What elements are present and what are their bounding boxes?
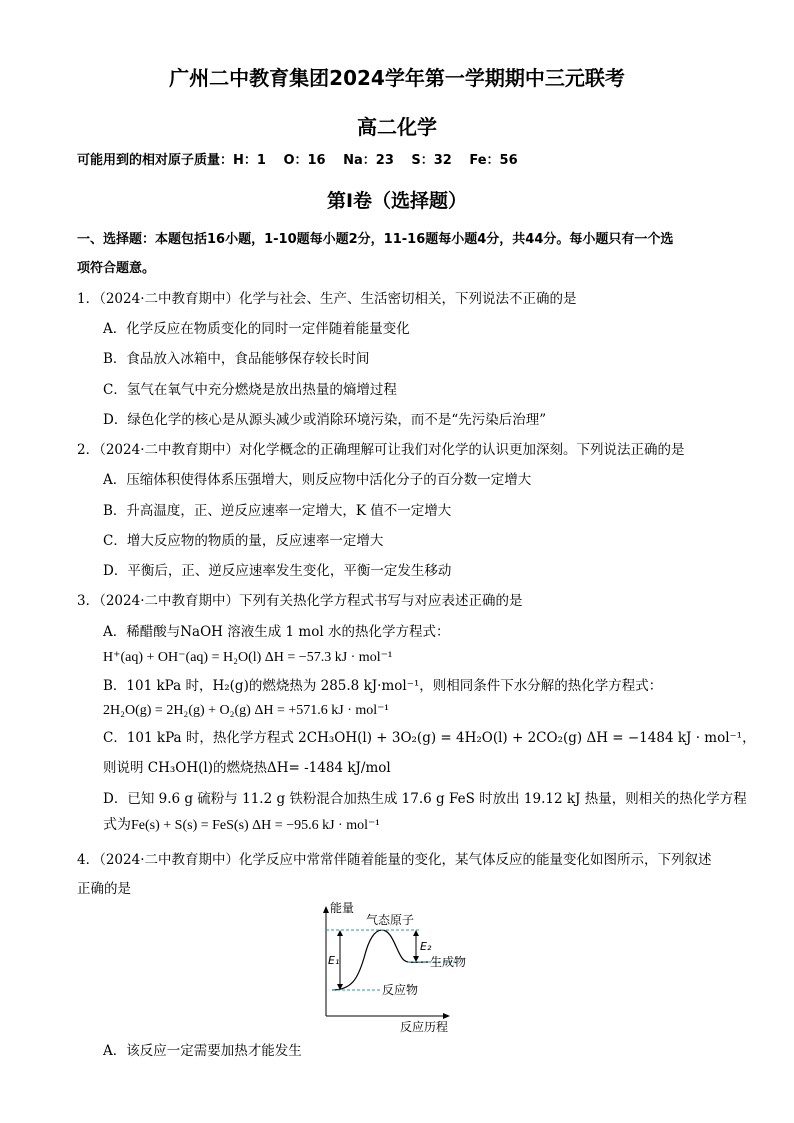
question-1-option-c: C．氢气在氧气中充分燃烧是放出热量的熵增过程 <box>103 382 397 398</box>
question-4-option-a: A．该反应一定需要加热才能发生 <box>103 1043 302 1059</box>
energy-diagram <box>296 898 506 1036</box>
question-1-option-b: B．食品放入冰箱中，食品能够保存较长时间 <box>103 351 370 367</box>
question-3-option-b-equation: 2H₂O(g) = 2H₂(g) + O₂(g) ΔH = +571.6 kJ · mol⁻¹ <box>103 703 389 718</box>
y-axis-arrow <box>323 906 329 913</box>
instructions-line-1: 一、选择题：本题包括16小题，1-10题每小题2分，11-16题每小题4分，共44分。每小题只有一个选 <box>77 232 674 247</box>
energy-curve <box>332 930 428 990</box>
reactant-label: 反应物 <box>382 983 419 997</box>
question-3-option-d-text: D．已知 9.6 g 硫粉与 11.2 g 铁粉混合加热生成 17.6 g FeS 时放出 19.12 kJ 热量，则相关的热化学方程 <box>103 791 747 807</box>
e2-arrow-head-bottom <box>413 956 419 962</box>
question-2-option-c: C．增大反应物的物质的量，反应速率一定增大 <box>103 533 384 549</box>
question-3-option-b-text: B．101 kPa 时，H₂(g)的燃烧热为 285.8 kJ·mol⁻¹，则相同条件下水分解的热化学方程式： <box>103 678 663 694</box>
section-title: 第I卷（选择题） <box>326 190 468 212</box>
question-3-option-c-text: C．101 kPa 时，热化学方程式 2CH₃OH(l) + 3O₂(g) = 4H₂O(l) + 2CO₂(g) ΔH = −1484 kJ · mol⁻¹， <box>103 730 756 746</box>
question-3-stem: 3．（2024·二中教育期中）下列有关热化学方程式书写与对应表述正确的是 <box>77 593 523 609</box>
question-2-stem: 2．（2024·二中教育期中）对化学概念的正确理解可让我们对化学的认识更加深刻。下列说法正确的是 <box>77 442 685 458</box>
question-3-option-d-equation: 式为Fe(s) + S(s) = FeS(s) ΔH = −95.6 kJ · mol⁻¹ <box>103 818 380 833</box>
e1-label: E₁ <box>328 954 340 967</box>
question-4-stem-line-2: 正确的是 <box>77 881 131 897</box>
e1-arrow-head-top <box>337 930 343 936</box>
question-1-option-d: D．绿色化学的核心是从源头减少或消除环境污染，而不是“先污染后治理” <box>103 412 547 428</box>
e2-label: E₂ <box>420 940 432 953</box>
question-1-option-a: A．化学反应在物质变化的同时一定伴随着能量变化 <box>103 321 410 337</box>
product-label: 生成物 <box>430 955 467 969</box>
question-4-stem-line-1: 4．（2024·二中教育期中）化学反应中常常伴随着能量的变化，某气体反应的能量变化如图所示，下列叙述 <box>77 852 712 868</box>
question-2-option-a: A．压缩体积使得体系压强增大，则反应物中活化分子的百分数一定增大 <box>103 472 532 488</box>
exam-title: 广州二中教育集团2024学年第一学期期中三元联考 <box>169 66 625 90</box>
energy-diagram-svg <box>296 898 506 1036</box>
atomic-masses: 可能用到的相对原子质量：H：1 O：16 Na：23 S：32 Fe：56 <box>77 153 518 168</box>
question-3-option-c-note: 则说明 CH₃OH(l)的燃烧热ΔH= -1484 kJ/mol <box>103 760 391 776</box>
y-axis-label: 能量 <box>330 901 355 915</box>
peak-label: 气态原子 <box>366 913 415 927</box>
question-2-option-d: D．平衡后，正、逆反应速率发生变化，平衡一定发生移动 <box>103 563 452 579</box>
e2-arrow-head-top <box>413 930 419 936</box>
question-3-option-a-text: A．稀醋酸与NaOH 溶液生成 1 mol 水的热化学方程式： <box>103 624 450 640</box>
question-2-option-b: B．升高温度，正、逆反应速率一定增大，K 值不一定增大 <box>103 503 452 519</box>
x-axis-arrow <box>443 1013 450 1019</box>
question-3-option-a-equation: H⁺(aq) + OH⁻(aq) = H₂O(l) ΔH = −57.3 kJ · mol⁻¹ <box>103 650 393 665</box>
question-1-stem: 1．（2024·二中教育期中）化学与社会、生产、生活密切相关，下列说法不正确的是 <box>77 291 577 307</box>
x-axis-label: 反应历程 <box>400 1020 449 1034</box>
instructions-line-2: 项符合题意。 <box>77 261 156 276</box>
subject-title: 高二化学 <box>357 115 437 139</box>
